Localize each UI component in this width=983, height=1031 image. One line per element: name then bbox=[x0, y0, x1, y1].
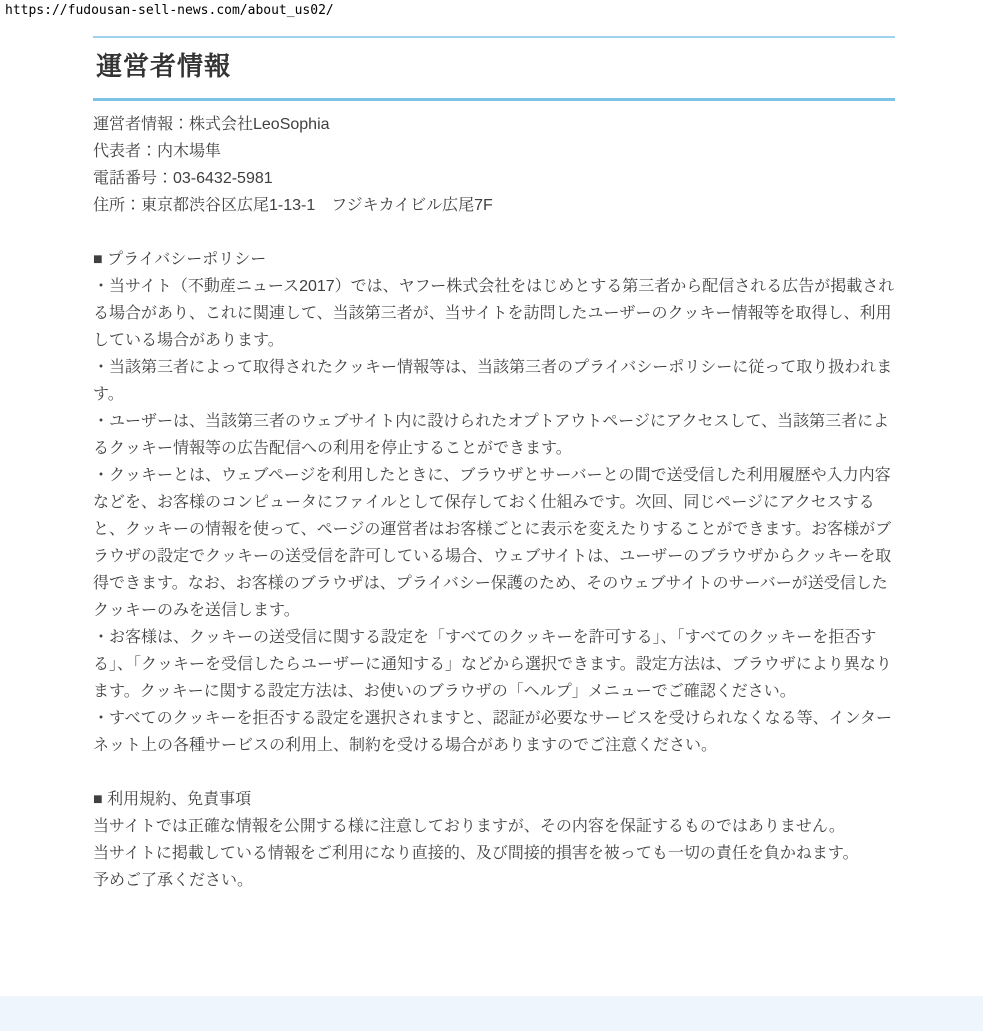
privacy-policy-heading: ■ プライバシーポリシー bbox=[93, 251, 267, 268]
body-text bbox=[93, 111, 895, 894]
page-title: 運営者情報 bbox=[96, 51, 232, 81]
operator-info-line: 運営者情報：株式会社LeoSophia bbox=[93, 116, 330, 133]
operator-info-line: 電話番号：03-6432-5981 bbox=[93, 170, 273, 187]
terms-heading: ■ 利用規約、免責事項 bbox=[93, 791, 252, 808]
privacy-policy-paragraph: ・当該第三者によって取得されたクッキー情報等は、当該第三者のプライバシーポリシーに従って取り扱われます。 bbox=[93, 359, 893, 403]
privacy-policy-paragraph: ・お客様は、クッキーの送受信に関する設定を「すべてのクッキーを許可する」、「すべてのクッキーを拒否する」、「クッキーを受信したらユーザーに通知する」などから選択できます。設定方法は、ブラウザにより異なります。クッキーに関する設定方法は、お使いのブラウザの「ヘルプ」メニューでご確認ください。 bbox=[93, 629, 892, 700]
privacy-policy-paragraph: ・当サイト（不動産ニュース2017）では、ヤフー株式会社をはじめとする第三者から配信される広告が掲載される場合があり、これに関連して、当該第三者が、当サイトを訪問したユーザーのクッキー情報等を取得し、利用している場合があります。 bbox=[93, 278, 895, 349]
privacy-policy-paragraph: ・すべてのクッキーを拒否する設定を選択されますと、認証が必要なサービスを受けられなくなる等、インターネット上の各種サービスの利用上、制約を受ける場合がありますのでご注意ください。 bbox=[93, 710, 893, 754]
terms-paragraph: 当サイトに掲載している情報をご利用になり直接的、及び間接的損害を被っても一切の責任を負かねます。 bbox=[93, 845, 859, 862]
page-url-caption: https://fudousan-sell-news.com/about_us02/ bbox=[5, 3, 334, 18]
operator-info-line: 住所：東京都渋谷区広尾1-13-1 フジキカイビル広尾7F bbox=[93, 197, 493, 214]
title-block bbox=[93, 36, 895, 101]
blank-line bbox=[93, 219, 895, 246]
main-content bbox=[93, 36, 895, 894]
privacy-policy-paragraph: ・クッキーとは、ウェブページを利用したときに、ブラウザとサーバーとの間で送受信した利用履歴や入力内容などを、お客様のコンピュータにファイルとして保存しておく仕組みです。次回、同じページにアクセスすると、クッキーの情報を使って、ページの運営者はお客様ごとに表示を変えたりすることができます。お客様がブラウザの設定でクッキーの送受信を許可している場合、ウェブサイトは、ユーザーのブラウザからクッキーを取得できます。なお、お客様のブラウザは、プライバシー保護のため、そのウェブサイトのサーバーが送受信したクッキーのみを送信します。 bbox=[93, 467, 892, 619]
footer-band bbox=[0, 996, 983, 1031]
terms-paragraph: 予めご了承ください。 bbox=[93, 872, 254, 889]
operator-info-line: 代表者：内木場隼 bbox=[93, 143, 222, 160]
privacy-policy-paragraph: ・ユーザーは、当該第三者のウェブサイト内に設けられたオプトアウトページにアクセスして、当該第三者によるクッキー情報等の広告配信への利用を停止することができます。 bbox=[93, 413, 890, 457]
blank-line bbox=[93, 759, 895, 786]
terms-paragraph: 当サイトでは正確な情報を公開する様に注意しておりますが、その内容を保証するものではありません。 bbox=[93, 818, 845, 835]
